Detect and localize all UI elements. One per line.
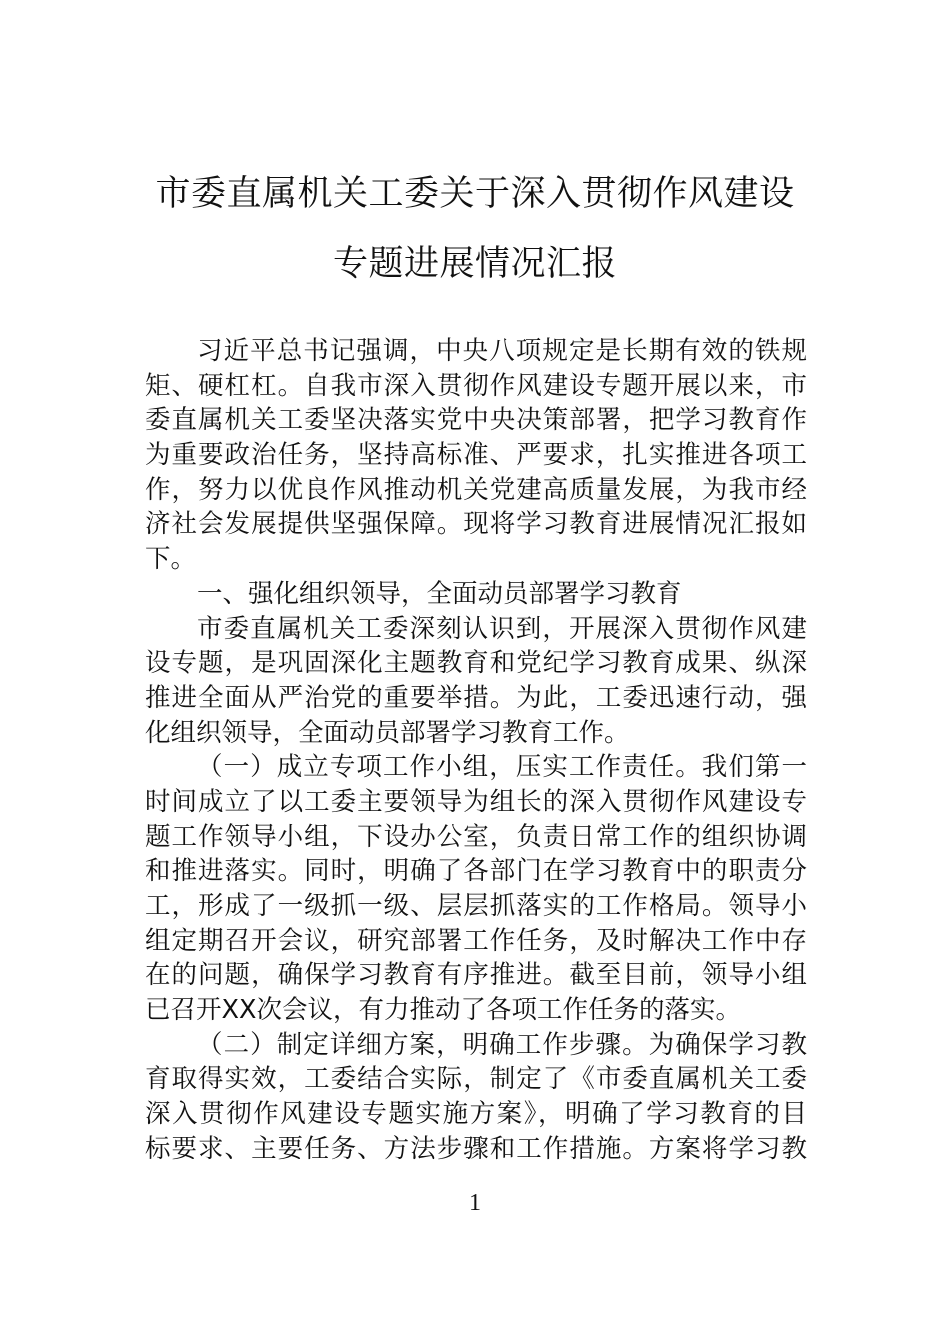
text-line: 组定期召开会议，研究部署工作任务，及时解决工作中存 xyxy=(145,925,807,956)
text-line: 矩、硬杠杠。自我市深入贯彻作风建设专题开展以来，市 xyxy=(145,370,807,401)
document-title-line-1: 市委直属机关工委关于深入贯彻作风建设 xyxy=(155,174,795,214)
text-line: 下。 xyxy=(145,544,197,575)
text-line: 推进全面从严治党的重要举措。为此，工委迅速行动，强 xyxy=(145,682,807,713)
page-number: 1 xyxy=(469,1190,481,1216)
text-line: （一）成立专项工作小组，压实工作责任。我们第一 xyxy=(197,752,807,783)
text-line: 和推进落实。同时，明确了各部门在学习教育中的职责分 xyxy=(145,856,807,887)
paragraph xyxy=(145,334,807,577)
text-line: 习近平总书记强调，中央八项规定是长期有效的铁规 xyxy=(197,336,807,366)
document-body xyxy=(145,334,807,1167)
text-line: （二）制定详细方案，明确工作步骤。为确保学习教 xyxy=(197,1029,807,1060)
section-heading xyxy=(145,577,807,612)
paragraph xyxy=(145,750,807,1028)
text-line: 设专题，是巩固深化主题教育和党纪学习教育成果、纵深 xyxy=(145,648,807,679)
text-line: 为重要政治任务，坚持高标准、严要求，扎实推进各项工 xyxy=(145,440,807,471)
text-line: 育取得实效，工委结合实际，制定了《市委直属机关工委 xyxy=(145,1064,807,1095)
text-line: 一、强化组织领导，全面动员部署学习教育 xyxy=(197,578,682,609)
document-title-line-2: 专题进展情况汇报 xyxy=(332,244,617,284)
text-line: 已召开XX次会议，有力推动了各项工作任务的落实。 xyxy=(145,995,741,1026)
paragraph xyxy=(145,612,807,751)
text-line: 济社会发展提供坚强保障。现将学习教育进展情况汇报如 xyxy=(145,509,807,540)
text-line: 作，努力以优良作风推动机关党建高质量发展，为我市经 xyxy=(145,474,807,505)
text-line: 标要求、主要任务、方法步骤和工作措施。方案将学习教 xyxy=(145,1133,807,1164)
text-line: 化组织领导，全面动员部署学习教育工作。 xyxy=(145,717,630,748)
text-line: 在的问题，确保学习教育有序推进。截至目前，领导小组 xyxy=(145,960,807,991)
text-line: 题工作领导小组，下设办公室，负责日常工作的组织协调 xyxy=(145,821,807,852)
text-line: 市委直属机关工委深刻认识到，开展深入贯彻作风建 xyxy=(197,613,807,644)
text-line: 深入贯彻作风建设专题实施方案》，明确了学习教育的目 xyxy=(145,1099,807,1130)
text-line: 委直属机关工委坚决落实党中央决策部署，把学习教育作 xyxy=(145,405,807,436)
text-line: 工，形成了一级抓一级、层层抓落实的工作格局。领导小 xyxy=(145,891,807,921)
text-line: 时间成立了以工委主要领导为组长的深入贯彻作风建设专 xyxy=(145,786,807,817)
paragraph xyxy=(145,1028,807,1167)
